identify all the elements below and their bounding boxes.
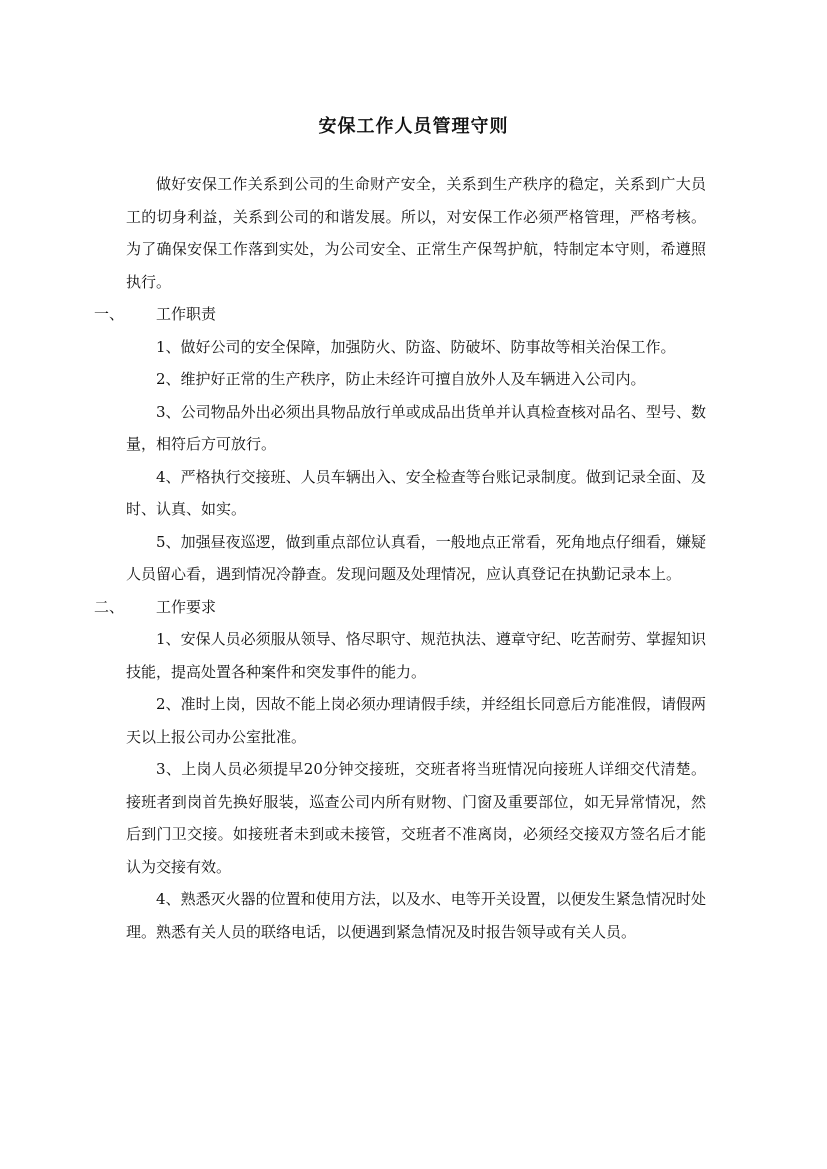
- list-item: 2、维护好正常的生产秩序，防止未经许可擅自放外人及车辆进入公司内。: [156, 370, 646, 388]
- list-item: 1、做好公司的安全保障，加强防火、防盗、防破坏、防事故等相关治保工作。: [156, 337, 676, 356]
- section-number: 一、: [94, 305, 125, 323]
- list-item: 3、上岗人员必须提早20分钟交接班，交班者将当班情况向接班人详细交代清楚。接班者到岗首先换好服装，巡查公司内所有财物、门窗及重要部位，如无异常情况，然后到门卫交接。如接班者未到或未接管，交班者不准离岗，必须经交接双方签名后才能认为交接有效。: [126, 760, 706, 876]
- list-item: 1、安保人员必须服从领导、恪尽职守、规范执法、遵章守纪、吃苦耐劳、掌握知识技能，提高处置各种案件和突发事件的能力。: [126, 630, 706, 681]
- section-heading: [94, 591, 706, 624]
- section-requirements: [94, 591, 706, 949]
- section-title: 工作要求: [156, 597, 217, 616]
- list-item: 5、加强昼夜巡逻，做到重点部位认真看，一般地点正常看，死角地点仔细看，嫌疑人员留心看，遇到情况冷静查。发现问题及处理情况，应认真登记在执勤记录本上。: [126, 532, 706, 583]
- section-heading: [94, 298, 706, 331]
- list-item: 4、熟悉灭火器的位置和使用方法，以及水、电等开关设置，以便发生紧急情况时处理。熟悉有关人员的联络电话，以便遇到紧急情况及时报告领导或有关人员。: [126, 890, 706, 941]
- document-title: 安保工作人员管理守则: [318, 116, 509, 137]
- intro-paragraph: 做好安保工作关系到公司的生命财产安全，关系到生产秩序的稳定，关系到广大员工的切身利益，关系到公司的和谐发展。所以，对安保工作必须严格管理，严格考核。为了确保安保工作落到实处，为公司安全、正常生产保驾护航，特制定本守则，希遵照执行。: [126, 175, 706, 291]
- section-number: 二、: [94, 597, 125, 616]
- list-item: 4、严格执行交接班、人员车辆出入、安全检查等台账记录制度。做到记录全面、及时、认真、如实。: [126, 467, 706, 518]
- section-duties: [94, 298, 706, 591]
- list-item: 2、准时上岗，因故不能上岗必须办理请假手续，并经组长同意后方能准假，请假两天以上报公司办公室批准。: [126, 695, 706, 746]
- section-title: 工作职责: [156, 305, 217, 323]
- list-item: 3、公司物品外出必须出具物品放行单或成品出货单并认真检查核对品名、型号、数量，相符后方可放行。: [126, 402, 706, 453]
- document-body: [94, 168, 706, 948]
